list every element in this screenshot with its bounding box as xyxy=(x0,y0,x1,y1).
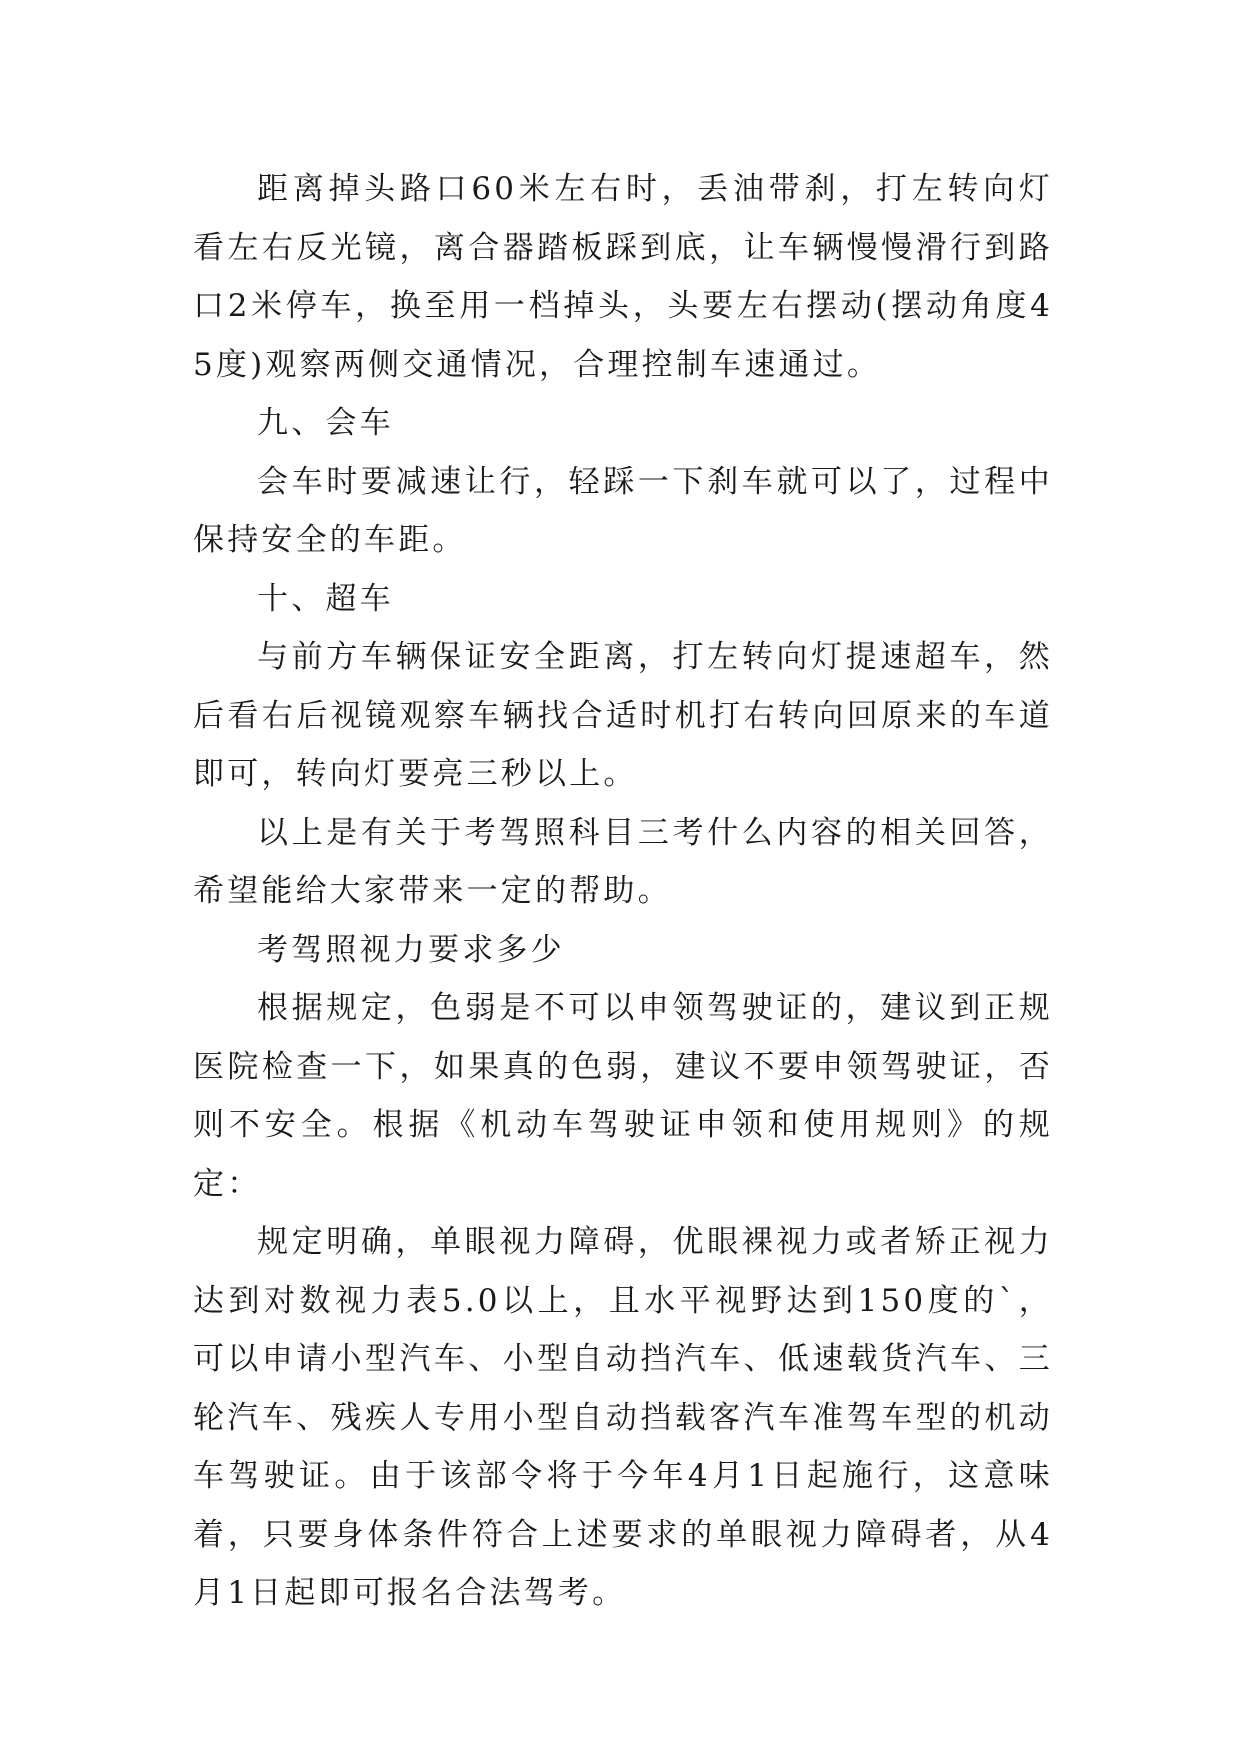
paragraph-color-weakness: 根据规定，色弱是不可以申领驾驶证的，建议到正规医院检查一下，如果真的色弱，建议不要申领驾驶证，否则不安全。根据《机动车驾驶证申领和使用规则》的规定： xyxy=(193,990,1053,1202)
paragraph-monocular-vision-rules: 规定明确，单眼视力障碍，优眼裸视力或者矫正视力达到对数视力表5.0以上，且水平视野达到150度的`，可以申请小型汽车、小型自动挡汽车、低速载货汽车、三轮汽车、残疾人专用小型自动挡载客汽车准驾车型的机动车驾驶证。由于该部令将于今年4月1日起施行，这意味着，只要身体条件符合上述要求的单眼视力障碍者，从4月1日起即可报名合法驾考。 xyxy=(193,1224,1053,1611)
heading-overtaking: 十、超车 xyxy=(257,580,394,617)
document-body xyxy=(193,160,1053,1623)
paragraph-meeting-vehicles: 会车时要减速让行，轻踩一下刹车就可以了，过程中保持安全的车距。 xyxy=(193,463,1053,558)
heading-meeting-vehicles: 九、会车 xyxy=(257,405,394,441)
heading-vision-requirements: 考驾照视力要求多少 xyxy=(257,931,565,968)
paragraph-u-turn-procedure: 距离掉头路口60米左右时，丢油带刹，打左转向灯看左右反光镜，离合器踏板踩到底，让车辆慢慢滑行到路口2米停车，换至用一档掉头，头要左右摆动(摆动角度45度)观察两侧交通情况，合理控制车速通过。 xyxy=(193,171,1053,383)
paragraph-summary: 以上是有关于考驾照科目三考什么内容的相关回答，希望能给大家带来一定的帮助。 xyxy=(193,814,1053,909)
paragraph-overtaking: 与前方车辆保证安全距离，打左转向灯提速超车，然后看右后视镜观察车辆找合适时机打右转向回原来的车道即可，转向灯要亮三秒以上。 xyxy=(193,639,1053,792)
